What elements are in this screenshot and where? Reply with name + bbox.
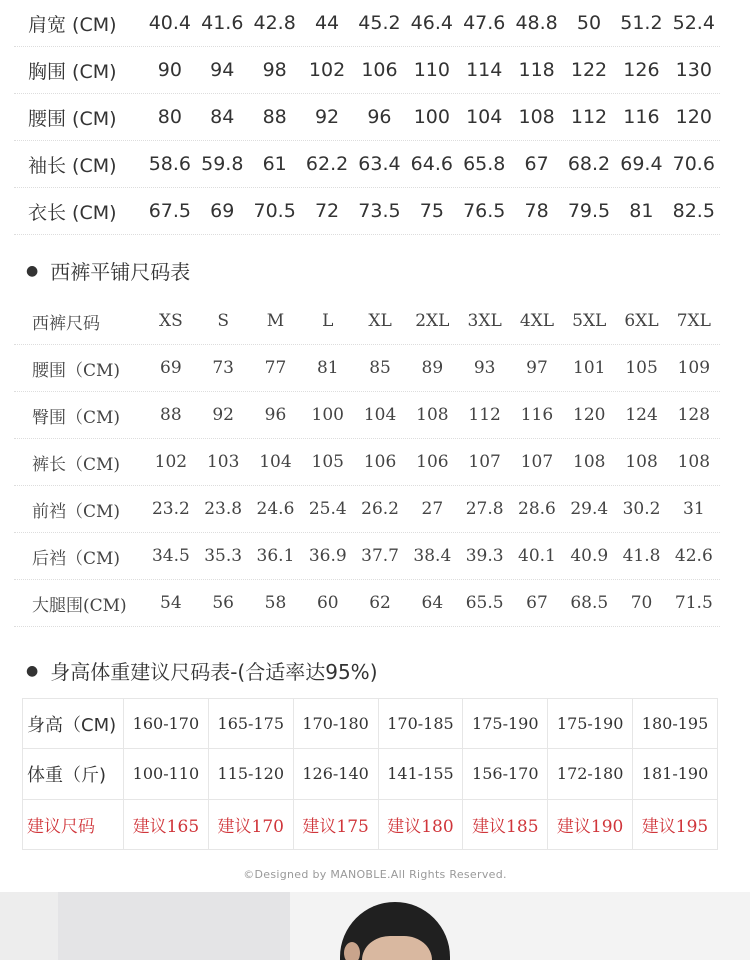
table-cell: 90 bbox=[157, 59, 182, 81]
table-cell: 62 bbox=[369, 593, 391, 613]
table-cell: 156-170 bbox=[463, 749, 548, 799]
table-cell: 130 bbox=[675, 59, 712, 81]
table-cell: 172-180 bbox=[548, 749, 633, 799]
row-label: 后裆（CM) bbox=[32, 548, 121, 569]
table-cell: 124 bbox=[625, 405, 658, 425]
table-row bbox=[14, 533, 720, 580]
table-cell: 114 bbox=[466, 59, 503, 81]
table-cell: 104 bbox=[259, 452, 292, 472]
table-cell: S bbox=[217, 311, 229, 331]
table-cell: 97 bbox=[526, 358, 548, 378]
table-cell: 108 bbox=[625, 452, 658, 472]
table-cell: 41.6 bbox=[201, 12, 244, 34]
bullet-icon: ● bbox=[26, 662, 39, 679]
table-row bbox=[23, 749, 718, 799]
table-cell: 112 bbox=[468, 405, 501, 425]
table-cell: 116 bbox=[520, 405, 554, 425]
table-cell: 61 bbox=[262, 153, 287, 175]
table-cell: 108 bbox=[573, 452, 606, 472]
section-title-text: 身高体重建议尺码表-(合适率达95%) bbox=[50, 660, 378, 684]
table-cell: 107 bbox=[468, 452, 501, 472]
table-cell: 39.3 bbox=[465, 546, 504, 566]
table-cell: 98 bbox=[262, 59, 287, 81]
table-cell: 69 bbox=[160, 358, 182, 378]
table-cell: 81 bbox=[316, 358, 339, 378]
table-cell: 67.5 bbox=[148, 200, 192, 222]
table-cell: 100 bbox=[413, 106, 450, 128]
table-cell: 23.2 bbox=[151, 499, 190, 519]
table-cell: 70.5 bbox=[253, 200, 296, 222]
table-cell: 47.6 bbox=[463, 12, 506, 34]
table-cell: 建议180 bbox=[378, 799, 463, 849]
table-cell: 104 bbox=[363, 405, 397, 425]
table-cell: 70 bbox=[630, 593, 653, 613]
photo-background-left bbox=[0, 892, 58, 960]
table-cell: 102 bbox=[154, 452, 188, 472]
table-cell: 115-120 bbox=[208, 749, 293, 799]
table-cell: 120 bbox=[675, 106, 712, 128]
table-cell: 67 bbox=[524, 153, 549, 175]
table-cell: 63.4 bbox=[358, 153, 401, 175]
table-cell: 106 bbox=[416, 452, 449, 472]
table-cell: 92 bbox=[314, 106, 340, 128]
table-cell: 24.6 bbox=[256, 499, 295, 519]
table-cell: 101 bbox=[573, 358, 606, 378]
height-weight-section-title bbox=[26, 656, 378, 685]
table-cell: 35.3 bbox=[204, 546, 243, 566]
table-cell: 103 bbox=[206, 452, 240, 472]
table-cell: XL bbox=[368, 311, 392, 331]
table-cell: 36.1 bbox=[256, 546, 295, 566]
table-cell: 28.6 bbox=[518, 499, 556, 519]
table-cell: 79.5 bbox=[567, 200, 611, 222]
table-cell: 106 bbox=[363, 452, 397, 472]
table-row bbox=[14, 580, 720, 627]
table-cell: 112 bbox=[570, 106, 608, 128]
table-cell: 29.4 bbox=[570, 499, 609, 519]
row-label: 西裤尺码 bbox=[32, 313, 100, 334]
table-cell: 27 bbox=[421, 499, 444, 519]
photo-background-panel bbox=[58, 892, 290, 960]
table-cell: 78 bbox=[524, 200, 549, 222]
table-cell: 建议170 bbox=[208, 799, 293, 849]
table-cell: 44 bbox=[314, 12, 340, 34]
model-ear bbox=[344, 942, 360, 960]
table-cell: 96 bbox=[367, 106, 392, 128]
table-row bbox=[14, 188, 720, 235]
table-cell: 105 bbox=[625, 358, 658, 378]
table-cell: 108 bbox=[416, 405, 449, 425]
row-label: 胸围 (CM) bbox=[28, 60, 117, 83]
row-label: 大腿围(CM) bbox=[32, 595, 127, 616]
jacket-size-table bbox=[14, 0, 720, 235]
table-cell: 40.9 bbox=[570, 546, 609, 566]
table-cell: 建议190 bbox=[548, 799, 633, 849]
table-cell: 2XL bbox=[415, 311, 450, 331]
table-row bbox=[14, 141, 720, 188]
table-cell: 160-170 bbox=[124, 699, 209, 749]
table-cell: 105 bbox=[311, 452, 344, 472]
table-cell: 27.8 bbox=[465, 499, 504, 519]
table-cell: 70.6 bbox=[672, 153, 715, 175]
table-cell: 建议185 bbox=[463, 799, 548, 849]
table-cell: 118 bbox=[518, 59, 555, 81]
table-cell: 80 bbox=[157, 106, 182, 128]
table-cell: 181-190 bbox=[633, 749, 718, 799]
table-cell: 175-190 bbox=[463, 699, 548, 749]
table-cell: 45.2 bbox=[358, 12, 401, 34]
table-cell: 126 bbox=[623, 59, 660, 81]
table-cell: 116 bbox=[623, 106, 660, 128]
table-cell: 106 bbox=[361, 59, 398, 81]
table-cell: 81 bbox=[629, 200, 654, 222]
section-title-text: 西裤平铺尺码表 bbox=[50, 260, 191, 284]
table-cell: 126-140 bbox=[293, 749, 378, 799]
table-cell: 3XL bbox=[467, 311, 502, 331]
table-cell: 67 bbox=[526, 593, 548, 613]
table-row bbox=[14, 486, 720, 533]
table-cell: 26.2 bbox=[361, 499, 399, 519]
table-cell: 42.6 bbox=[674, 546, 713, 566]
height-weight-table bbox=[22, 698, 718, 850]
table-cell: 89 bbox=[421, 358, 444, 378]
table-cell: 建议165 bbox=[124, 799, 209, 849]
table-cell: 69 bbox=[210, 200, 235, 222]
row-label: 腰围（CM) bbox=[32, 360, 121, 381]
table-cell: 73 bbox=[212, 358, 234, 378]
table-row bbox=[14, 392, 720, 439]
table-row bbox=[23, 799, 718, 849]
table-cell: 建议175 bbox=[293, 799, 378, 849]
row-label: 衣长 (CM) bbox=[28, 201, 117, 224]
table-cell: 34.5 bbox=[151, 546, 190, 566]
table-cell: 104 bbox=[466, 106, 503, 128]
table-row bbox=[14, 298, 720, 345]
table-cell: 7XL bbox=[676, 311, 711, 331]
row-label: 前裆（CM) bbox=[32, 501, 121, 522]
bullet-icon: ● bbox=[26, 262, 39, 279]
table-row bbox=[14, 345, 720, 392]
table-cell: 50 bbox=[576, 12, 602, 34]
table-cell: 170-180 bbox=[293, 699, 378, 749]
table-cell: 36.9 bbox=[308, 546, 347, 566]
table-cell: 58 bbox=[264, 593, 287, 613]
table-cell: 76.5 bbox=[463, 200, 506, 222]
table-cell: 52.4 bbox=[672, 12, 715, 34]
table-cell: 60 bbox=[316, 593, 339, 613]
table-cell: M bbox=[266, 311, 285, 331]
table-cell: 94 bbox=[210, 59, 235, 81]
table-cell: 88 bbox=[262, 106, 287, 128]
table-cell: 75 bbox=[419, 200, 444, 222]
table-cell: 42.8 bbox=[253, 12, 296, 34]
table-cell: 54 bbox=[160, 593, 182, 613]
table-cell: 180-195 bbox=[633, 699, 718, 749]
pants-size-table bbox=[14, 298, 720, 627]
row-label: 袖长 (CM) bbox=[28, 154, 117, 177]
table-cell: 41.8 bbox=[622, 546, 661, 566]
table-cell: 64 bbox=[421, 593, 444, 613]
row-label: 建议尺码 bbox=[23, 799, 124, 849]
table-cell: 128 bbox=[677, 405, 711, 425]
table-cell: 100 bbox=[311, 405, 344, 425]
table-cell: 88 bbox=[160, 405, 182, 425]
table-row bbox=[14, 0, 720, 47]
table-cell: 65.8 bbox=[463, 153, 506, 175]
table-row bbox=[23, 699, 718, 749]
table-cell: 58.6 bbox=[148, 153, 192, 175]
table-cell: 48.8 bbox=[515, 12, 558, 34]
table-cell: 46.4 bbox=[410, 12, 453, 34]
table-row bbox=[14, 47, 720, 94]
table-cell: 175-190 bbox=[548, 699, 633, 749]
table-cell: 165-175 bbox=[208, 699, 293, 749]
table-row bbox=[14, 439, 720, 486]
pants-section-title bbox=[26, 256, 190, 285]
table-cell: 65.5 bbox=[465, 593, 504, 613]
table-cell: 30.2 bbox=[622, 499, 661, 519]
table-cell: 59.8 bbox=[201, 153, 244, 175]
table-cell: 170-185 bbox=[378, 699, 463, 749]
table-cell: 62.2 bbox=[305, 153, 349, 175]
table-cell: 73.5 bbox=[358, 200, 401, 222]
table-cell: 23.8 bbox=[204, 499, 243, 519]
table-cell: 96 bbox=[264, 405, 287, 425]
table-cell: 71.5 bbox=[674, 593, 713, 613]
table-cell: 64.6 bbox=[410, 153, 453, 175]
table-cell: 38.4 bbox=[413, 546, 452, 566]
table-cell: 108 bbox=[518, 106, 555, 128]
table-cell: 6XL bbox=[624, 311, 659, 331]
table-row bbox=[14, 94, 720, 141]
table-cell: 108 bbox=[677, 452, 711, 472]
table-cell: 102 bbox=[308, 59, 346, 81]
table-cell: 4XL bbox=[519, 311, 555, 331]
table-cell: 93 bbox=[473, 358, 496, 378]
row-label: 臀围（CM) bbox=[32, 407, 121, 428]
table-cell: 68.5 bbox=[570, 593, 609, 613]
table-cell: 56 bbox=[212, 593, 234, 613]
table-cell: 40.4 bbox=[148, 12, 192, 34]
table-cell: 72 bbox=[314, 200, 340, 222]
table-cell: 51.2 bbox=[620, 12, 663, 34]
row-label: 腰围 (CM) bbox=[28, 107, 117, 130]
table-cell: 107 bbox=[520, 452, 554, 472]
table-cell: 141-155 bbox=[378, 749, 463, 799]
row-label: 肩宽 (CM) bbox=[28, 13, 117, 36]
model-photo bbox=[0, 892, 750, 960]
table-cell: 84 bbox=[210, 106, 235, 128]
row-label: 身高（CM) bbox=[23, 699, 124, 749]
table-cell: 100-110 bbox=[124, 749, 209, 799]
table-cell: 92 bbox=[212, 405, 234, 425]
table-cell: 68.2 bbox=[567, 153, 611, 175]
table-cell: 31 bbox=[683, 499, 705, 519]
table-cell: 82.5 bbox=[672, 200, 715, 222]
table-cell: 120 bbox=[573, 405, 606, 425]
table-cell: 77 bbox=[264, 358, 287, 378]
table-cell: 建议195 bbox=[633, 799, 718, 849]
table-cell: 5XL bbox=[572, 311, 607, 331]
table-cell: XS bbox=[158, 311, 183, 331]
table-cell: 40.1 bbox=[518, 546, 556, 566]
table-cell: 25.4 bbox=[308, 499, 347, 519]
table-cell: 85 bbox=[369, 358, 391, 378]
row-label: 体重（斤) bbox=[23, 749, 124, 799]
table-cell: 37.7 bbox=[361, 546, 399, 566]
copyright-footer: ©Designed by MANOBLE.All Rights Reserved. bbox=[243, 868, 507, 881]
table-cell: 69.4 bbox=[620, 153, 663, 175]
table-cell: L bbox=[322, 311, 334, 331]
table-cell: 110 bbox=[413, 59, 450, 81]
table-cell: 109 bbox=[677, 358, 711, 378]
row-label: 裤长（CM) bbox=[32, 454, 121, 475]
table-cell: 122 bbox=[570, 59, 608, 81]
